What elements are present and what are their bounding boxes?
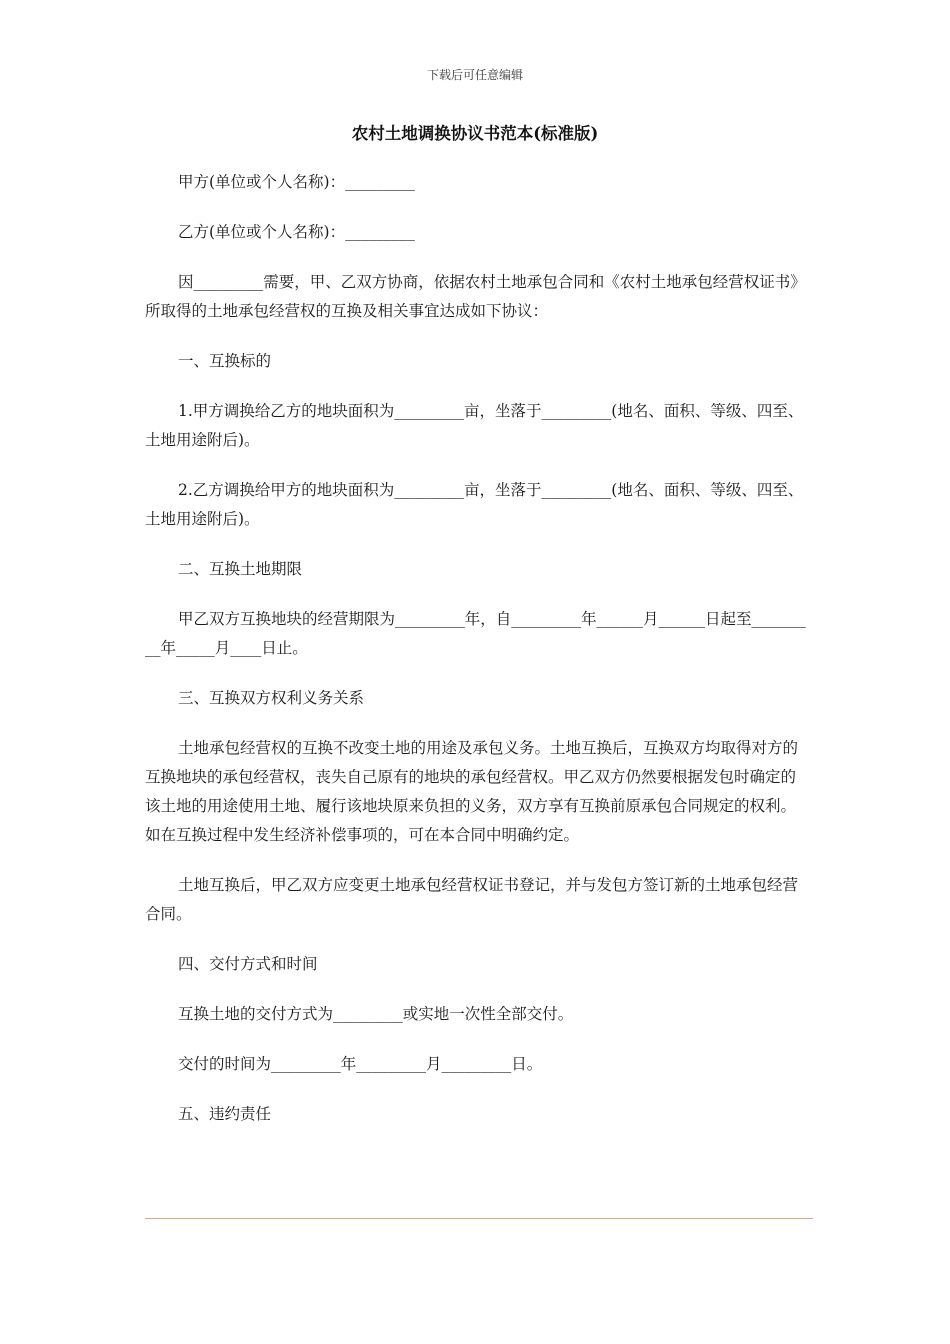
document-title: 农村土地调换协议书范本(标准版) bbox=[351, 124, 599, 143]
section-heading-2: 二、互换土地期限 bbox=[178, 560, 303, 578]
party-b-line: 乙方(单位或个人名称)：_________ bbox=[178, 223, 415, 241]
section-heading-1: 一、互换标的 bbox=[178, 352, 272, 370]
rights-obligations-paragraph: 土地承包经营权的互换不改变土地的用途及承包义务。土地互换后，互换双方均取得对方的互换地块的承包经营权，丧失自己原有的地块的承包经营权。甲乙双方仍然要根据发包时确定的该土地的用途使用土地、履行该地块原来负担的义务，双方享有互换前原承包合同规定的权利。如在互换过程中发生经济补偿事项的，可在本合同中明确约定。 bbox=[145, 739, 799, 844]
term-paragraph: 甲乙双方互换地块的经营期限为_________年，自_________年______月______日起至_________年_____月____日止。 bbox=[145, 610, 806, 657]
delivery-time-paragraph: 交付的时间为_________年_________月_________日。 bbox=[178, 1055, 543, 1073]
delivery-method-paragraph: 互换土地的交付方式为_________或实地一次性全部交付。 bbox=[178, 1005, 574, 1023]
section-heading-4: 四、交付方式和时间 bbox=[178, 955, 318, 973]
clause-1-1: 1.甲方调换给乙方的地块面积为_________亩，坐落于_________(地名、面积、等级、四至、土地用途附后)。 bbox=[145, 402, 804, 449]
clause-1-2: 2.乙方调换给甲方的地块面积为_________亩，坐落于_________(地名、面积、等级、四至、土地用途附后)。 bbox=[145, 481, 804, 528]
section-heading-3: 三、互换双方权利义务关系 bbox=[178, 689, 365, 707]
registration-paragraph: 土地互换后，甲乙双方应变更土地承包经营权证书登记，并与发包方签订新的土地承包经营合同。 bbox=[145, 876, 799, 923]
party-a-line: 甲方(单位或个人名称)：_________ bbox=[178, 173, 415, 191]
preamble-paragraph: 因_________需要，甲、乙双方协商，依据农村土地承包合同和《农村土地承包经营权证书》所取得的土地承包经营权的互换及相关事宜达成如下协议： bbox=[145, 273, 806, 320]
footer-divider bbox=[145, 1218, 813, 1219]
download-edit-note: 下载后可任意编辑 bbox=[426, 68, 523, 82]
section-heading-5: 五、违约责任 bbox=[178, 1105, 272, 1123]
